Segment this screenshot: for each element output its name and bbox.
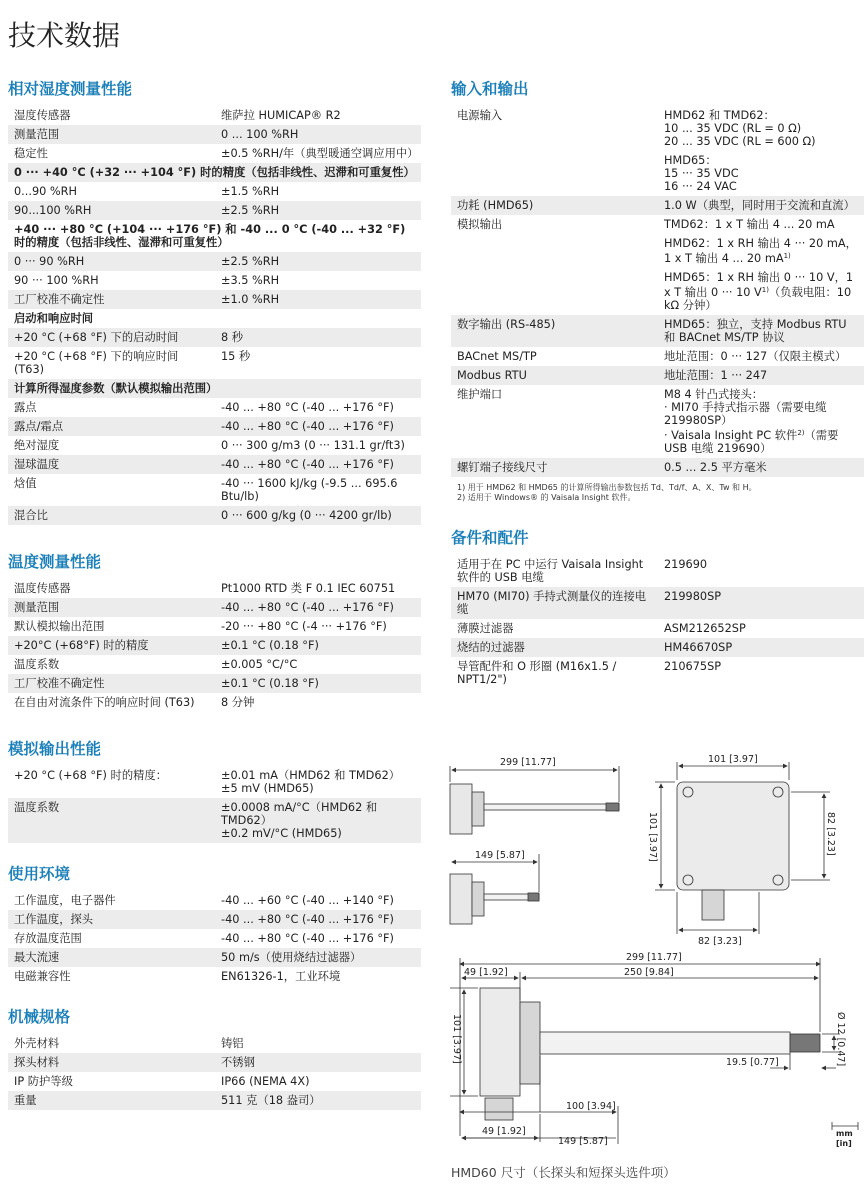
dim-100: 100 [3.94] [566, 1101, 616, 1112]
env-row: 最大流速 50 m/s（使用烧结过滤器） [8, 948, 421, 967]
temp-row: 在自由对流条件下的响应时间 (T63) 8 分钟 [14, 696, 255, 709]
dim-299: 299 [11.77] [626, 952, 682, 963]
env-row: 工作温度，电子器件 -40 ... +60 °C (-40 ... +140 °F) [14, 894, 394, 907]
mech-row: 外壳材料 铸铝 [14, 1037, 244, 1050]
dimension-drawing-svg [440, 752, 868, 1162]
rh-acc1-head: 0 ··· +40 °C (+32 ··· +104 °F) 时的精度（包括非线性、迟滞和可重复性） [8, 163, 421, 182]
io-row-digital: 数字输出 (RS-485) HMD65：独立，支持 Modbus RTU 和 BACnet MS/TP 协议 [451, 315, 864, 347]
rh-acc2-head: +40 ··· +80 °C (+104 ··· +176 °F) 和 -40 ... 0 °C (-40 ... +32 °F) 时的精度（包括非线性、湿滞和可重复性） [14, 223, 406, 249]
analog-row-accuracy: +20 °C (+68 °F) 时的精度： ±0.01 mA（HMD62 和 TMD62） ±5 mV (HMD65) [14, 769, 401, 795]
temp-row: 测量范围 -40 ... +80 °C (-40 ... +176 °F) [8, 598, 421, 617]
dim-101-side: 101 [3.97] [647, 812, 658, 862]
temp-table [8, 579, 421, 712]
rh-calc-row: 露点 -40 ... +80 °C (-40 ... +176 °F) [14, 401, 394, 414]
temp-row: 温度系数 ±0.005 °C/°C [14, 658, 298, 671]
rh-acc2-row: 90 ··· 100 %RH ±3.5 %RH [14, 274, 280, 287]
io-row-service-port: 维护端口 M8 4 针凸式接头： · MI70 手持式指示器（需要电缆 219980SP） · Vaisala Insight PC 软件$^{2)}$（需要 USB 电缆 219690） [457, 388, 839, 455]
right-column [451, 78, 864, 689]
mech-table [8, 1034, 421, 1110]
dim-82-bottom: 82 [3.23] [698, 936, 742, 947]
rh-calc-row: 焓值 -40 ··· 1600 kJ/kg (-9.5 ... 695.6 Btu/lb) [14, 477, 398, 503]
mech-row: 重量 511 克（18 盎司） [8, 1091, 421, 1110]
rh-resp-row: +20 °C (+68 °F) 下的响应时间 (T63) 15 秒 [14, 350, 251, 376]
rh-row-stability: 稳定性 ±0.5 %RH/年（典型暖通空调应用中） [14, 147, 419, 160]
io-row-consumption: 功耗 (HMD65) 1.0 W（典型，同时用于交流和直流） [451, 196, 864, 215]
dim-149: 149 [5.87] [558, 1136, 608, 1147]
unit-in: [in] [836, 1139, 852, 1148]
acc-row: 烧结的过滤器 HM46670SP [451, 638, 864, 657]
left-column [8, 78, 421, 1110]
env-section-title: 使用环境 [8, 865, 71, 883]
temp-row: 温度传感器 Pt1000 RTD 类 F 0.1 IEC 60751 [14, 582, 396, 595]
temp-row: 工厂校准不确定性 ±0.1 °C (0.18 °F) [8, 674, 421, 693]
temp-section-title: 温度测量性能 [8, 553, 102, 571]
rh-row-sensor: 湿度传感器 维萨拉 HUMICAP® R2 [14, 109, 341, 122]
io-row-bacnet: BACnet MS/TP 地址范围：0 ··· 127（仅限主模式） [457, 350, 847, 363]
footnote-1: 1) 用于 HMD62 和 HMD65 的计算所得输出参数包括 Td、Td/f、A、X、Tw 和 H。 [457, 483, 757, 492]
analog-section-title: 模拟输出性能 [8, 740, 102, 758]
mech-row: IP 防护等级 IP66 (NEMA 4X) [14, 1075, 310, 1088]
rh-calc-row: 湿球温度 -40 ... +80 °C (-40 ... +176 °F) [8, 455, 421, 474]
dim-101-left: 101 [3.97] [451, 1014, 462, 1064]
dim-19: 19.5 [0.77] [726, 1057, 779, 1068]
page-title: 技术数据 [8, 19, 121, 52]
mech-section-title: 机械规格 [8, 1008, 71, 1026]
io-row-screw-terminal: 螺钉端子接线尺寸 0.5 ... 2.5 平方毫米 [451, 458, 864, 477]
rh-acc1-row: 90...100 %RH ±2.5 %RH [8, 201, 421, 220]
io-section-title: 输入和输出 [451, 80, 529, 98]
io-row-analog: 模拟输出 TMD62：1 x T 输出 4 ... 20 mA HMD62：1 x RH 输出 4 ··· 20 mA，1 x T 输出 4 ... 20 $mA^{1)}$ HMD65：1 x RH 输出 0 ··· 10 V，1 x T 输出 0 ··· 10 $V^{1)}$（负载电阻：10 kΩ 分钟） [457, 218, 857, 312]
temp-row: +20°C (+68°F) 时的精度 ±0.1 °C (0.18 °F) [8, 636, 421, 655]
dimension-drawing [440, 752, 868, 1172]
acc-row: 适用于在 PC 中运行 Vaisala Insight 软件的 USB 电缆 219690 [457, 558, 708, 584]
env-row: 电磁兼容性 EN61326-1，工业环境 [14, 970, 341, 983]
acc-table [451, 555, 864, 689]
unit-mm: mm [836, 1129, 853, 1138]
env-row: 工作温度，探头 -40 ... +80 °C (-40 ... +176 °F) [8, 910, 421, 929]
dim-82-side: 82 [3.23] [825, 812, 836, 856]
rh-calc-row: 绝对湿度 0 ··· 300 g/m3 (0 ··· 131.1 gr/ft3) [14, 439, 405, 452]
acc-row: 薄膜过滤器 ASM212652SP [457, 622, 746, 635]
analog-row-tempco: 温度系数 ±0.0008 mA/°C（HMD62 和 TMD62） ±0.2 mV/°C (HMD65) [8, 798, 421, 843]
env-row: 存放温度范围 -40 ... +80 °C (-40 ... +176 °F) [14, 932, 394, 945]
analog-table [8, 766, 421, 843]
dim-101-top: 101 [3.97] [708, 754, 758, 765]
rh-acc2-row: 工厂校准不确定性 ±1.0 %RH [8, 290, 421, 309]
drawing-caption: HMD60 尺寸（长探头和短探头选件项） [451, 1165, 676, 1180]
rh-calc-head: 计算所得湿度参数（默认模拟输出范围） [8, 379, 421, 398]
io-row-power: 电源输入 HMD62 和 TMD62： 10 ... 35 VDC (RL = 0 Ω) 20 ... 35 VDC (RL = 600 Ω) HMD65： 15 ··· 35 VDC 16 ··· 24 VAC [457, 109, 816, 193]
rh-table [8, 106, 421, 525]
rh-calc-row: 混合比 0 ··· 600 g/kg (0 ··· 4200 gr/lb) [8, 506, 421, 525]
rh-acc1-row: 0...90 %RH ±1.5 %RH [14, 185, 280, 198]
dim-49b: 49 [1.92] [482, 1126, 526, 1137]
acc-row: 导管配件和 O 形圈 (M16x1.5 / NPT1/2") 210675SP [457, 660, 722, 686]
footnote-2: 2) 适用于 Windows® 的 Vaisala Insight 软件。 [457, 493, 636, 502]
env-table [8, 891, 421, 986]
mech-row: 探头材料 不锈钢 [8, 1053, 421, 1072]
rh-resp-head: 启动和响应时间 [14, 312, 94, 325]
rh-row-range: 测量范围 0 ... 100 %RH [8, 125, 421, 144]
io-footnotes [451, 483, 864, 503]
io-row-modbus: Modbus RTU 地址范围：1 ··· 247 [451, 366, 864, 385]
dim-49: 49 [1.92] [464, 967, 508, 978]
acc-row: HM70 (MI70) 手持式测量仪的连接电缆 219980SP [451, 587, 864, 619]
rh-acc2-row: 0 ··· 90 %RH ±2.5 %RH [8, 252, 421, 271]
io-table [451, 106, 864, 477]
temp-row: 默认模拟输出范围 -20 ··· +80 °C (-4 ··· +176 °F) [14, 620, 387, 633]
dim-250: 250 [9.84] [624, 967, 674, 978]
dim-299-top: 299 [11.77] [500, 757, 556, 768]
rh-section-title: 相对湿度测量性能 [8, 80, 133, 98]
dim-149-top: 149 [5.87] [475, 850, 525, 861]
acc-section-title: 备件和配件 [451, 529, 529, 547]
rh-resp-row: +20 °C (+68 °F) 下的启动时间 8 秒 [8, 328, 421, 347]
rh-calc-row: 露点/霜点 -40 ... +80 °C (-40 ... +176 °F) [8, 417, 421, 436]
dim-12: Ø 12 [0.47] [835, 1012, 846, 1067]
